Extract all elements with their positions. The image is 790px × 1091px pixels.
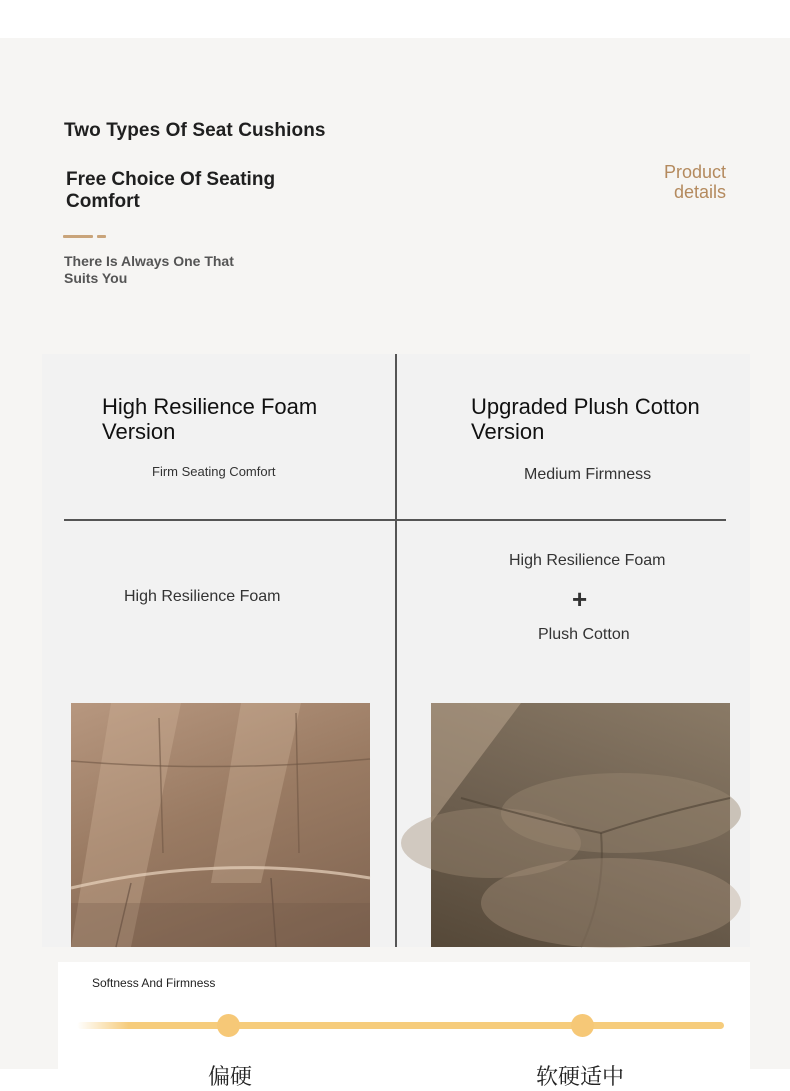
vertical-divider — [395, 354, 397, 947]
accent-line-short — [97, 235, 106, 238]
plush-cushion-photo — [431, 703, 730, 947]
horizontal-divider — [64, 519, 726, 521]
product-section — [0, 38, 790, 1089]
accent-line-long — [63, 235, 93, 238]
softness-marker-firm — [217, 1014, 240, 1037]
scale-label-medium: 软硬适中 — [536, 1064, 625, 1089]
left-firmness: Firm Seating Comfort — [152, 464, 276, 479]
right-material-1: High Resilience Foam — [509, 552, 666, 569]
right-material-2: Plush Cotton — [538, 626, 630, 643]
product-details-line-1: Product — [663, 162, 726, 182]
section-subtitle: Free Choice Of Seating Comfort — [66, 169, 276, 212]
left-material: High Resilience Foam — [124, 588, 281, 605]
left-version-title: High Resilience Foam Version — [102, 394, 318, 444]
right-version-title: Upgraded Plush Cotton Version — [471, 394, 700, 444]
top-strip — [0, 0, 790, 38]
right-firmness: Medium Firmness — [524, 466, 652, 483]
softness-label: Softness And Firmness — [92, 976, 216, 990]
firm-cushion-photo — [71, 703, 370, 947]
scale-label-firm: 偏硬 — [208, 1064, 253, 1089]
softness-marker-medium — [571, 1014, 594, 1037]
product-details-line-2: details — [673, 182, 726, 202]
section-note: There Is Always One That Suits You — [64, 253, 234, 286]
softness-track — [77, 1022, 724, 1029]
product-details-label — [664, 162, 726, 202]
plus-symbol: + — [572, 584, 588, 614]
section-title: Two Types Of Seat Cushions — [64, 120, 326, 141]
softness-panel — [58, 962, 750, 1089]
